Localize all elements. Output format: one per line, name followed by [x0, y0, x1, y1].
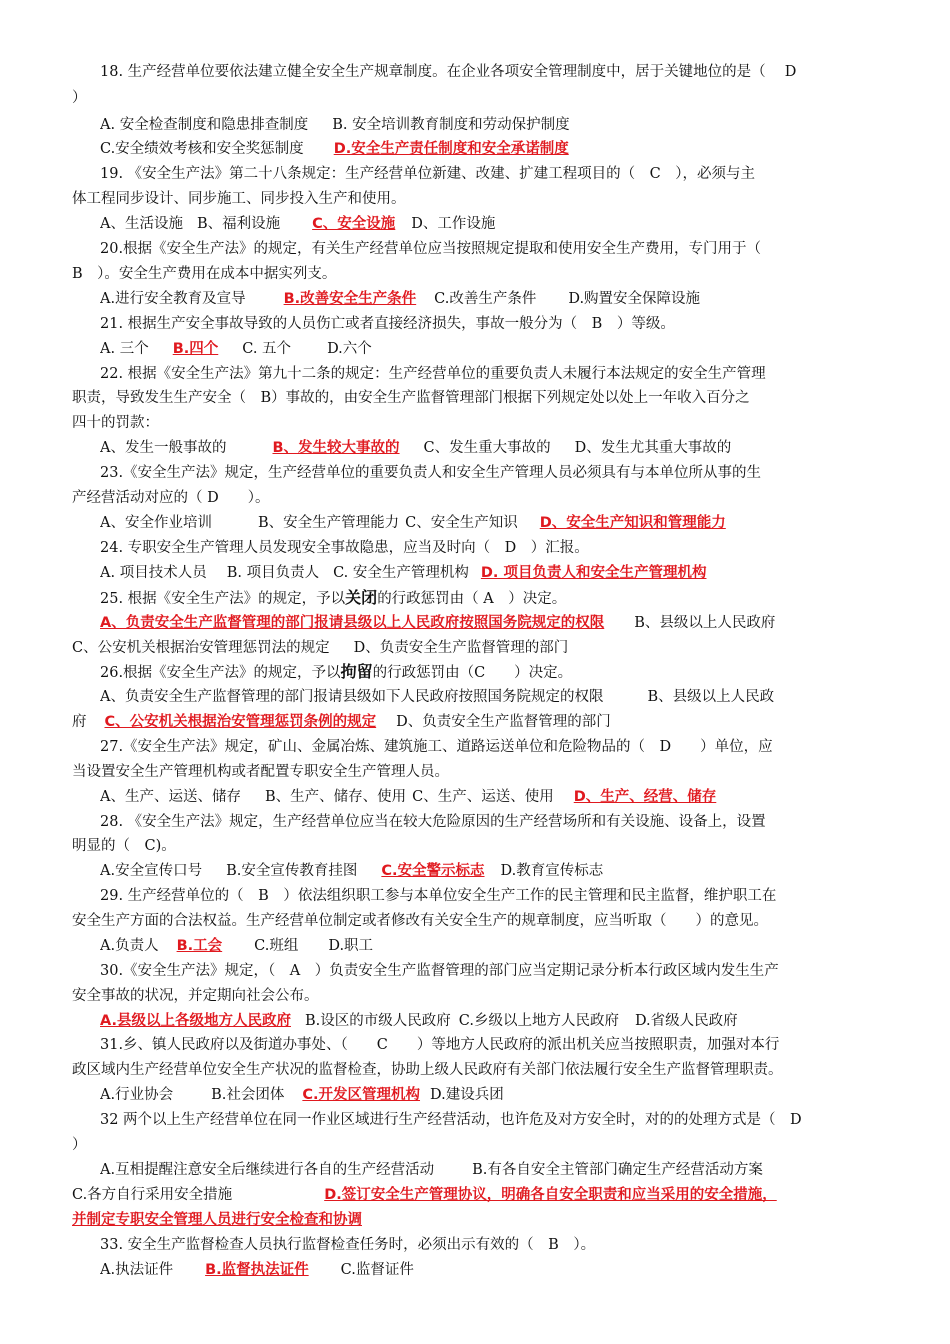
option-b: B.社会团体 [211, 1087, 285, 1103]
answer-option-d: D、安全生产知识和管理能力 [539, 515, 726, 531]
option-b-cont: 府 [72, 714, 87, 730]
option-a: A. 安全检查制度和隐患排查制度 [100, 117, 309, 133]
option-d: D.六个 [327, 341, 372, 357]
option-c: C.监督证件 [340, 1262, 414, 1278]
option-d: D、发生尤其重大事故的 [574, 440, 732, 456]
option-a: A.执法证件 [100, 1262, 174, 1278]
question-32-text-cont: ） [72, 1137, 87, 1153]
option-d: D.省级人民政府 [634, 1013, 738, 1029]
question-28-text: 28. 《安全生产法》规定，生产经营单位应当在较大危险原因的生产经营场所和有关设施、设备上，设置 [100, 814, 766, 830]
question-28-options [100, 861, 882, 881]
question-26-text-end: 的行政惩罚由（C ）决定。 [372, 665, 573, 681]
question-20-text-cont: B ）。安全生产费用在成本中据实列支。 [72, 266, 337, 282]
option-c: C.各方自行采用安全措施 [72, 1187, 233, 1203]
question-30-options [100, 1011, 882, 1031]
question-21-text: 21. 根据生产安全事故导致的人员伤亡或者直接经济损失，事故一般分为（ B ）等级。 [100, 316, 675, 332]
option-d: D、工作设施 [411, 216, 496, 232]
option-b: B、生产、储存、使用 [264, 789, 407, 805]
option-c: C.改善生产条件 [434, 291, 537, 307]
option-a: A、安全作业培训 [100, 515, 212, 531]
option-c: C.乡级以上地方人民政府 [458, 1013, 619, 1029]
question-22-text-cont2: 四十的罚款： [72, 415, 159, 431]
question-20-text: 20.根据《安全生产法》的规定，有关生产经营单位应当按照规定提取和使用安全生产费用，专门用于（ [100, 241, 762, 257]
option-a: A、生活设施 [100, 216, 183, 232]
question-19-text: 19. 《安全生产法》第二十八条规定：生产经营单位新建、改建、扩建工程项目的（ C ），必须与主 [100, 166, 756, 182]
option-a: A、生产、运送、储存 [100, 789, 241, 805]
option-c: C、公安机关根据治安管理惩罚法的规定 [72, 640, 330, 656]
question-25-text [100, 588, 882, 609]
option-a: A.行业协会 [100, 1087, 174, 1103]
answer-option-d: D.签订安全生产管理协议，明确各自安全职责和应当采用的安全措施， [324, 1187, 777, 1203]
question-27-options [100, 787, 882, 807]
question-23-text-cont: 产经营活动对应的（ D ）。 [72, 490, 270, 506]
answer-option-a: A、负责安全生产监督管理的部门报请县级以上人民政府按照国务院规定的权限 [100, 615, 605, 631]
question-18-text-cont: ） [72, 90, 87, 106]
question-22-text-cont: 职责，导致发生生产安全（ B）事故的，由安全生产监督管理部门根据下列规定处以处上一年收入百分之 [72, 390, 750, 406]
option-b: B、福利设施 [196, 216, 281, 232]
option-d: D、负责安全生产监督管理的部门 [396, 714, 611, 730]
question-32-text: 32 两个以上生产经营单位在同一作业区域进行生产经营活动，也许危及对方安全时，对的的处理方式是（ D [100, 1112, 802, 1128]
answer-option-b: B.监督执法证件 [205, 1262, 309, 1278]
option-a: A.进行安全教育及宣导 [100, 291, 246, 307]
option-b: B.安全宣传教育挂图 [226, 863, 358, 879]
question-26-options-ab [100, 687, 882, 707]
option-b: B.有各自安全主管部门确定生产经营活动方案 [472, 1162, 763, 1178]
option-b: B、县级以上人民政 [647, 689, 775, 705]
option-d: D.教育宣传标志 [500, 863, 604, 879]
question-24-text: 24. 专职安全生产管理人员发现安全事故隐患，应当及时向（ D ）汇报。 [100, 540, 589, 556]
question-19-options [100, 214, 882, 234]
answer-option-b: B、发生较大事故的 [272, 440, 400, 456]
question-25-options-ab [100, 613, 882, 633]
question-18-options-cd [100, 139, 882, 159]
question-31-options [100, 1085, 882, 1105]
option-c: C.班组 [254, 938, 299, 954]
question-27-text: 27.《安全生产法》规定，矿山、金属冶炼、建筑施工、道路运送单位和危险物品的（ D ）单位，应 [100, 739, 773, 755]
question-22-text: 22. 根据《安全生产法》第九十二条的规定：生产经营单位的重要负责人未履行本法规定的安全生产管理 [100, 366, 766, 382]
answer-option-d: D、生产、经营、储存 [573, 789, 717, 805]
question-31-text-cont: 政区域内生产经营单位安全生产状况的监督检查，协助上级人民政府有关部门依法履行安全生产监督管理职责。 [72, 1062, 783, 1078]
question-29-options [100, 936, 882, 956]
option-c: C、生产、运送、使用 [412, 789, 554, 805]
question-26-options-cd [72, 712, 882, 732]
option-b: B、安全生产管理能力 [257, 515, 400, 531]
question-23-text: 23.《安全生产法》规定，生产经营单位的重要负责人和安全生产管理人员必须具有与本单位所从事的生 [100, 465, 762, 481]
answer-option-c: C、安全设施 [312, 216, 396, 232]
answer-option-d-cont: 并制定专职安全管理人员进行安全检查和协调 [72, 1212, 362, 1228]
option-a: A. 项目技术人员 [100, 565, 207, 581]
question-28-text-cont: 明显的（ C)。 [72, 838, 176, 854]
answer-option-b: B.改善安全生产条件 [283, 291, 417, 307]
question-30-text-cont: 安全事故的状况，并定期向社会公布。 [72, 988, 319, 1004]
question-29-text-cont: 安全生产方面的合法权益。生产经营单位制定或者修改有关安全生产的规章制度，应当听取（ ）的意见。 [72, 913, 768, 929]
option-d: D.职工 [328, 938, 374, 954]
question-20-options [100, 289, 882, 309]
question-32-option-d-cont [72, 1210, 882, 1230]
option-a: A、负责安全生产监督管理的部门报请县级如下人民政府按照国务院规定的权限 [100, 689, 604, 705]
question-18-options-ab [100, 115, 882, 135]
option-d: D.建设兵团 [430, 1087, 504, 1103]
question-32-options-cd [72, 1185, 882, 1205]
question-23-options [100, 513, 882, 533]
question-31-text: 31.乡、镇人民政府以及街道办事处、（ C ）等地方人民政府的派出机关应当按照职责，加强对本行 [100, 1037, 780, 1053]
option-d: D、负责安全生产监督管理的部门 [353, 640, 569, 656]
answer-option-b: B.工会 [176, 938, 223, 954]
option-c: C.安全绩效考核和安全奖惩制度 [100, 141, 304, 157]
answer-option-a: A.县级以上各级地方人民政府 [100, 1013, 291, 1029]
answer-option-d: D.安全生产责任制度和安全承诺制度 [333, 141, 569, 157]
option-c: C、发生重大事故的 [423, 440, 551, 456]
option-b: B. 安全培训教育制度和劳动保护制度 [332, 117, 570, 133]
question-26-text-start: 26.根据《安全生产法》的规定，予以 [100, 665, 341, 681]
question-26-text [100, 662, 882, 683]
answer-option-c: C.开发区管理机构 [302, 1087, 421, 1103]
option-c: C. 安全生产管理机构 [333, 565, 469, 581]
question-18-text: 18. 生产经营单位要依法建立健全安全生产规章制度。在企业各项安全管理制度中，居于关键地位的是（ D [100, 64, 797, 80]
question-25-keyword: 关闭 [345, 588, 378, 607]
question-32-options-ab [100, 1160, 882, 1180]
question-33-options [100, 1260, 882, 1280]
option-b: B. 项目负责人 [226, 565, 320, 581]
answer-option-b: B.四个 [172, 341, 219, 357]
question-25-options-cd [72, 638, 882, 658]
question-25-text-start: 25. 根据《安全生产法》的规定，予以 [100, 591, 346, 607]
question-25-text-end: 的行政惩罚由（ A ）决定。 [377, 591, 567, 607]
option-d: D.购置安全保障设施 [568, 291, 701, 307]
question-21-options [100, 339, 882, 359]
option-b: B、县级以上人民政府 [634, 615, 776, 631]
option-a: A.安全宣传口号 [100, 863, 203, 879]
option-a: A.负责人 [100, 938, 159, 954]
question-29-text: 29. 生产经营单位的（ B ）依法组织职工参与本单位安全生产工作的民主管理和民主监督，维护职工在 [100, 888, 777, 904]
question-19-text-cont: 体工程同步设计、同步施工、同步投入生产和使用。 [72, 191, 406, 207]
option-a: A. 三个 [100, 341, 149, 357]
answer-option-c: C、公安机关根据治安管理惩罚条例的规定 [104, 714, 377, 730]
question-33-text: 33. 安全生产监督检查人员执行监督检查任务时，必须出示有效的（ B ）。 [100, 1237, 596, 1253]
option-c: C. 五个 [242, 341, 292, 357]
question-26-keyword: 拘留 [340, 662, 373, 681]
question-22-options [100, 438, 882, 458]
answer-option-c: C.安全警示标志 [381, 863, 485, 879]
option-a: A.互相提醒注意安全后继续进行各自的生产经营活动 [100, 1162, 435, 1178]
option-c: C、安全生产知识 [405, 515, 518, 531]
question-30-text: 30.《安全生产法》规定，（ A ）负责安全生产监督管理的部门应当定期记录分析本行政区域内发生生产 [100, 963, 779, 979]
question-27-text-cont: 当设置安全生产管理机构或者配置专职安全生产管理人员。 [72, 764, 449, 780]
question-24-options [100, 563, 882, 583]
answer-option-d: D. 项目负责人和安全生产管理机构 [480, 565, 707, 581]
option-b: B.设区的市级人民政府 [305, 1013, 451, 1029]
option-a: A、发生一般事故的 [100, 440, 227, 456]
